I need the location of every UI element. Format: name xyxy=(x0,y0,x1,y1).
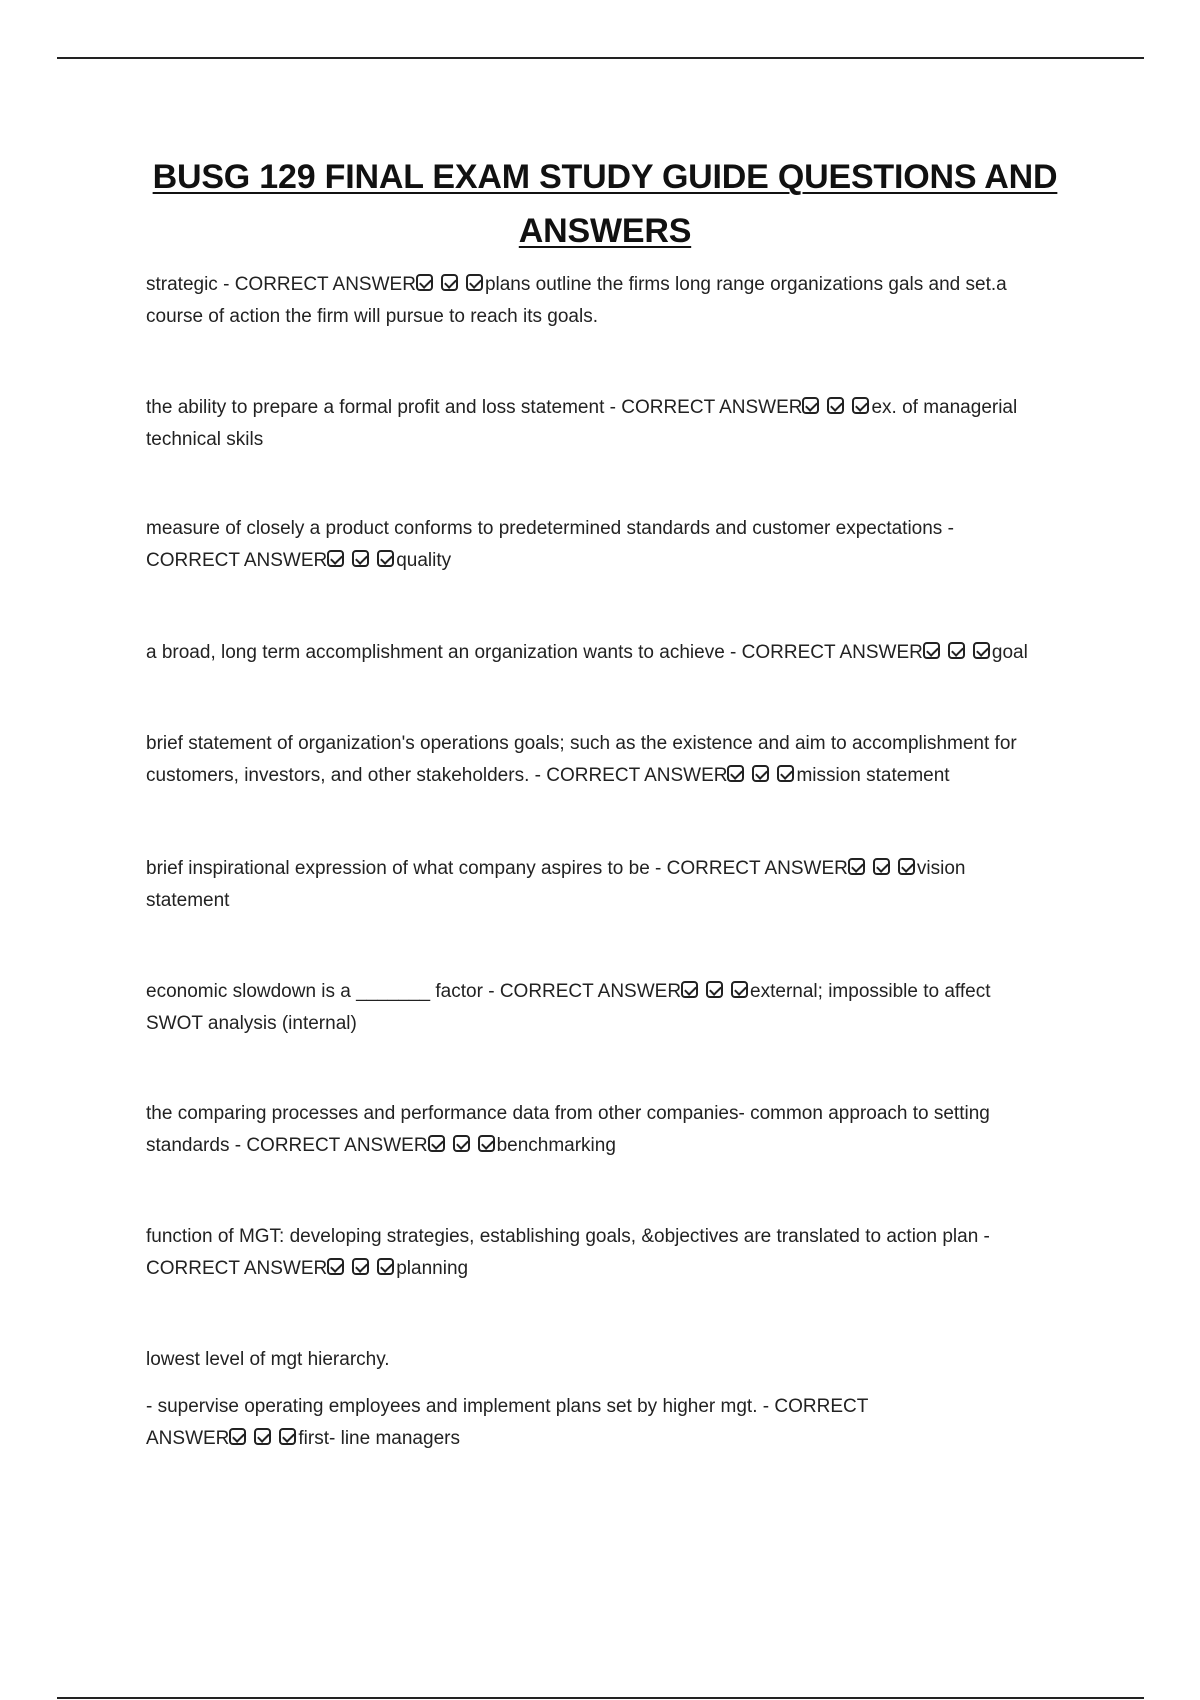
qa-line xyxy=(146,545,1091,577)
checkbox-checked-icon xyxy=(377,1258,394,1275)
checkbox-checked-icon xyxy=(478,1135,495,1152)
question-text-continued: standards - xyxy=(146,1135,247,1156)
qa-item-first-line-managers xyxy=(146,1344,1091,1455)
correct-answer-label: CORRECT ANSWER xyxy=(499,981,682,1002)
checkbox-checked-icon xyxy=(923,642,940,659)
answer-text: goal xyxy=(991,642,1028,663)
qa-item-vision xyxy=(146,853,1091,917)
qa-line xyxy=(146,1130,1091,1162)
checkbox-checked-icon xyxy=(352,550,369,567)
checkbox-checked-icon xyxy=(279,1428,296,1445)
checkbox-checked-icon xyxy=(681,981,698,998)
qa-item-planning xyxy=(146,1221,1091,1285)
answer-text: external; impossible to affect xyxy=(750,981,991,1002)
qa-line xyxy=(146,976,1091,1008)
question-text: economic slowdown is a _______ factor - xyxy=(146,981,500,1002)
checkbox-checked-icon xyxy=(416,274,433,291)
question-text-continued: customers, investors, and other stakeholders. - xyxy=(146,765,547,786)
qa-item-quality xyxy=(146,513,1091,577)
checkbox-checked-icon xyxy=(466,274,483,291)
answer-text-continued: SWOT analysis (internal) xyxy=(146,1013,357,1034)
question-text: lowest level of mgt hierarchy. xyxy=(146,1349,390,1370)
question-text: a broad, long term accomplishment an organization wants to achieve - xyxy=(146,642,742,663)
checkbox-checked-icon xyxy=(254,1428,271,1445)
answer-text-continued: statement xyxy=(146,890,230,911)
checkbox-checked-icon xyxy=(727,765,744,782)
answer-text: quality xyxy=(396,550,452,571)
check-icons xyxy=(727,757,796,789)
answer-text: vision xyxy=(916,858,966,879)
answer-text: plans outline the firms long range organizations gals and set.a xyxy=(484,274,1007,295)
check-icons xyxy=(923,634,992,666)
checkbox-checked-icon xyxy=(802,397,819,414)
check-icons xyxy=(681,973,750,1005)
checkbox-checked-icon xyxy=(428,1135,445,1152)
page-title xyxy=(145,150,1065,258)
check-icons xyxy=(327,542,396,574)
qa-item-goal xyxy=(146,637,1091,669)
answer-text: first- line managers xyxy=(298,1428,460,1449)
answer-text: benchmarking xyxy=(496,1135,616,1156)
checkbox-checked-icon xyxy=(852,397,869,414)
checkbox-checked-icon xyxy=(948,642,965,659)
checkbox-checked-icon xyxy=(873,858,890,875)
checkbox-checked-icon xyxy=(706,981,723,998)
answer-text: ex. of managerial xyxy=(871,397,1018,418)
qa-line xyxy=(146,637,1091,669)
correct-answer-label: CORRECT ANSWER xyxy=(234,274,416,295)
qa-item-economic-slowdown xyxy=(146,976,1091,1040)
check-icons xyxy=(848,850,917,882)
title-line-2: ANSWERS xyxy=(518,212,692,250)
question-text: strategic - xyxy=(146,274,235,295)
check-icons xyxy=(327,1250,396,1282)
checkbox-checked-icon xyxy=(848,858,865,875)
checkbox-checked-icon xyxy=(973,642,990,659)
checkbox-checked-icon xyxy=(731,981,748,998)
header-rule xyxy=(57,57,1144,59)
footer-rule xyxy=(57,1697,1144,1699)
correct-answer-label: CORRECT ANSWER xyxy=(741,642,923,663)
check-icons xyxy=(802,389,871,421)
check-icons xyxy=(229,1420,298,1452)
answer-text-continued: technical skils xyxy=(146,429,264,450)
correct-answer-label: CORRECT ANSWER xyxy=(246,1135,428,1156)
checkbox-checked-icon xyxy=(327,550,344,567)
question-text: the ability to prepare a formal profit and loss statement - xyxy=(146,397,622,418)
qa-line xyxy=(146,1423,1091,1455)
qa-item-profit-loss xyxy=(146,392,1091,456)
question-text: the comparing processes and performance data from other companies- common approach to setting xyxy=(146,1103,990,1124)
correct-answer-label: CORRECT ANSWER xyxy=(146,550,328,571)
checkbox-checked-icon xyxy=(229,1428,246,1445)
checkbox-checked-icon xyxy=(441,274,458,291)
question-text: measure of closely a product conforms to predetermined standards and customer expectations - xyxy=(146,518,954,539)
answer-text: planning xyxy=(396,1258,469,1279)
title-line-1: BUSG 129 FINAL EXAM STUDY GUIDE QUESTIONS AND xyxy=(152,158,1058,196)
check-icons xyxy=(416,266,485,298)
answer-text: mission statement xyxy=(796,765,950,786)
question-text: function of MGT: developing strategies, establishing goals, &objectives are translated to action plan - xyxy=(146,1226,990,1247)
correct-answer-label: ANSWER xyxy=(146,1428,230,1449)
qa-item-mission xyxy=(146,728,1091,792)
question-text: brief inspirational expression of what company aspires to be - xyxy=(146,858,667,879)
answer-text-continued: course of action the firm will pursue to reach its goals. xyxy=(146,306,598,327)
checkbox-checked-icon xyxy=(377,550,394,567)
qa-item-strategic xyxy=(146,269,1091,333)
qa-line xyxy=(146,269,1091,301)
checkbox-checked-icon xyxy=(898,858,915,875)
correct-answer-label: CORRECT ANSWER xyxy=(621,397,803,418)
question-text: brief statement of organization's operations goals; such as the existence and aim to accomplishment for xyxy=(146,733,1017,754)
correct-answer-label: CORRECT ANSWER xyxy=(146,1258,328,1279)
correct-answer-label: CORRECT ANSWER xyxy=(666,858,848,879)
correct-answer-label: CORRECT ANSWER xyxy=(546,765,728,786)
check-icons xyxy=(428,1127,497,1159)
checkbox-checked-icon xyxy=(827,397,844,414)
qa-line xyxy=(146,760,1091,792)
checkbox-checked-icon xyxy=(352,1258,369,1275)
checkbox-checked-icon xyxy=(777,765,794,782)
question-text-continued: - supervise operating employees and implement plans set by higher mgt. - CORRECT xyxy=(146,1396,869,1417)
checkbox-checked-icon xyxy=(453,1135,470,1152)
checkbox-checked-icon xyxy=(752,765,769,782)
qa-line xyxy=(146,392,1091,424)
checkbox-checked-icon xyxy=(327,1258,344,1275)
qa-item-benchmarking xyxy=(146,1098,1091,1162)
qa-line xyxy=(146,1253,1091,1285)
qa-line xyxy=(146,853,1091,885)
